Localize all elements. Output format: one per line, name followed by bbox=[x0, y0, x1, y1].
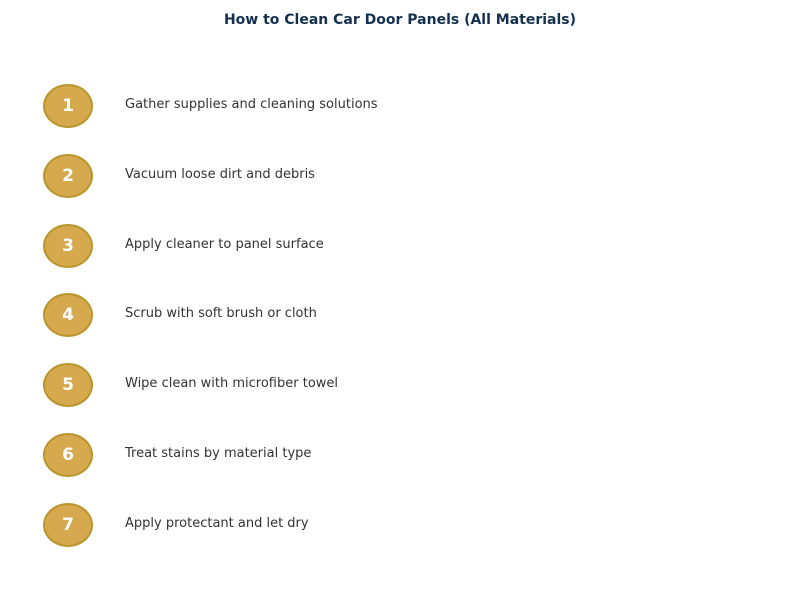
step-number-badge bbox=[43, 293, 93, 337]
step-label: Vacuum loose dirt and debris bbox=[125, 167, 315, 182]
step-number-badge bbox=[43, 154, 93, 198]
step-number: 1 bbox=[62, 96, 74, 116]
step-item bbox=[0, 363, 800, 407]
step-number-badge bbox=[43, 503, 93, 547]
step-item bbox=[0, 84, 800, 128]
step-item bbox=[0, 433, 800, 477]
step-label: Treat stains by material type bbox=[125, 446, 312, 461]
step-number: 6 bbox=[62, 445, 74, 465]
step-number-badge bbox=[43, 363, 93, 407]
step-number: 3 bbox=[62, 236, 74, 256]
step-label: Apply protectant and let dry bbox=[125, 516, 309, 531]
diagram-title: How to Clean Car Door Panels (All Materials) bbox=[223, 12, 577, 28]
step-number-badge bbox=[43, 224, 93, 268]
step-number: 2 bbox=[62, 166, 74, 186]
step-number: 7 bbox=[62, 515, 74, 535]
step-item bbox=[0, 293, 800, 337]
step-label: Gather supplies and cleaning solutions bbox=[125, 97, 378, 112]
step-item bbox=[0, 224, 800, 268]
step-number-badge bbox=[43, 84, 93, 128]
step-label: Scrub with soft brush or cloth bbox=[125, 306, 317, 321]
step-item bbox=[0, 154, 800, 198]
step-number-badge bbox=[43, 433, 93, 477]
step-label: Wipe clean with microfiber towel bbox=[125, 376, 339, 391]
step-number: 5 bbox=[62, 375, 74, 395]
step-label: Apply cleaner to panel surface bbox=[125, 237, 324, 252]
step-number: 4 bbox=[62, 305, 74, 325]
step-item bbox=[0, 503, 800, 547]
